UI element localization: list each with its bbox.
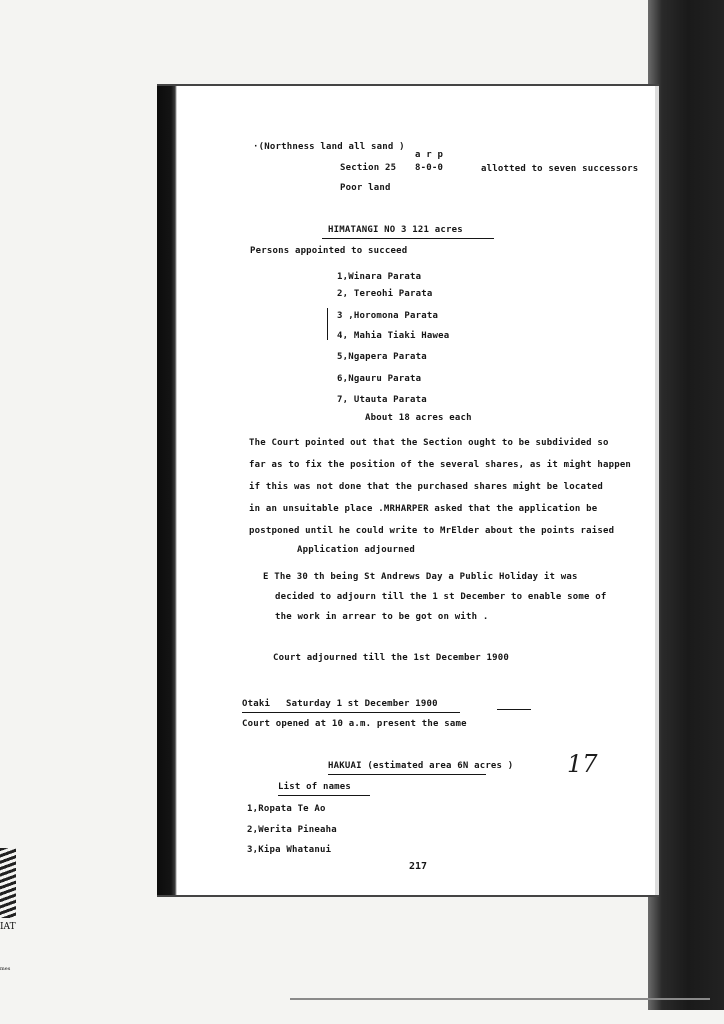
text-line: decided to adjourn till the 1 st December to enable some of (275, 592, 607, 602)
scanner-shadow (648, 0, 724, 1010)
text-line: far as to fix the position of the several shares, as it might happen (249, 460, 632, 470)
text-line: Section 25 (340, 163, 397, 173)
list-item: 4, Mahia Tiaki Hawea (337, 331, 450, 341)
list-item: 7, Utauta Parata (337, 395, 427, 405)
list-item: 2,Werita Pineaha (247, 825, 337, 835)
handwritten-number: 17 (567, 750, 598, 778)
text-line: if this was not done that the purchased shares might be located (249, 482, 603, 492)
document-page (157, 84, 659, 897)
ornament-fragment (0, 848, 16, 918)
list-item: 3,Kipa Whatanui (247, 845, 332, 855)
heading-underline (322, 238, 494, 239)
list-item: 3 ,Horomona Parata (337, 311, 439, 321)
section-heading: HIMATANGI NO 3 121 acres (328, 225, 463, 235)
arp-header: a r p (415, 150, 444, 160)
list-item: 6,Ngauru Parata (337, 374, 422, 384)
text-line: E The 30 th being St Andrews Day a Public Holiday it was (263, 572, 578, 582)
dash-rule (497, 709, 531, 710)
fragment-text: mes (0, 966, 11, 972)
text-line: Court opened at 10 a.m. present the same (242, 719, 467, 729)
list-item: 5,Ngapera Parata (337, 352, 427, 362)
scan-edge-line (290, 998, 710, 1000)
list-heading-underline (278, 795, 370, 796)
date-underline (242, 712, 460, 713)
text-line: Court adjourned till the 1st December 1900 (273, 653, 509, 663)
text-line: postponed until he could write to MrElder about the points raised (249, 526, 615, 536)
list-item: 1,Winara Parata (337, 272, 422, 282)
margin-bracket (327, 308, 328, 340)
text-line: Application adjourned (297, 545, 415, 555)
heading-underline (328, 774, 486, 775)
text-line: the work in arrear to be got on with . (275, 612, 489, 622)
list-item: 2, Tereohi Parata (337, 289, 433, 299)
list-item: 1,Ropata Te Ao (247, 804, 326, 814)
date-line: Saturday 1 st December 1900 (286, 699, 438, 709)
adjacent-page-fragment (0, 848, 18, 972)
fragment-text: IAT (0, 922, 16, 932)
page-binding-edge (157, 86, 177, 895)
page-right-edge (655, 86, 659, 895)
text-line: Poor land (340, 183, 391, 193)
text-line: Otaki (242, 699, 271, 709)
text-line: Persons appointed to succeed (250, 246, 408, 256)
page-number: 217 (409, 861, 428, 872)
text-line: in an unsuitable place .MRHARPER asked that the application be (249, 504, 598, 514)
text-line: The Court pointed out that the Section ought to be subdivided so (249, 438, 609, 448)
text-line: ·(Northness land all sand ) (253, 142, 405, 152)
list-heading: List of names (278, 782, 352, 792)
text-line: 8-0-0 (415, 163, 444, 173)
text-line: About 18 acres each (365, 413, 472, 423)
section-heading: HAKUAI (estimated area 6N acres ) (328, 761, 514, 771)
text-line: allotted to seven successors (481, 164, 639, 174)
